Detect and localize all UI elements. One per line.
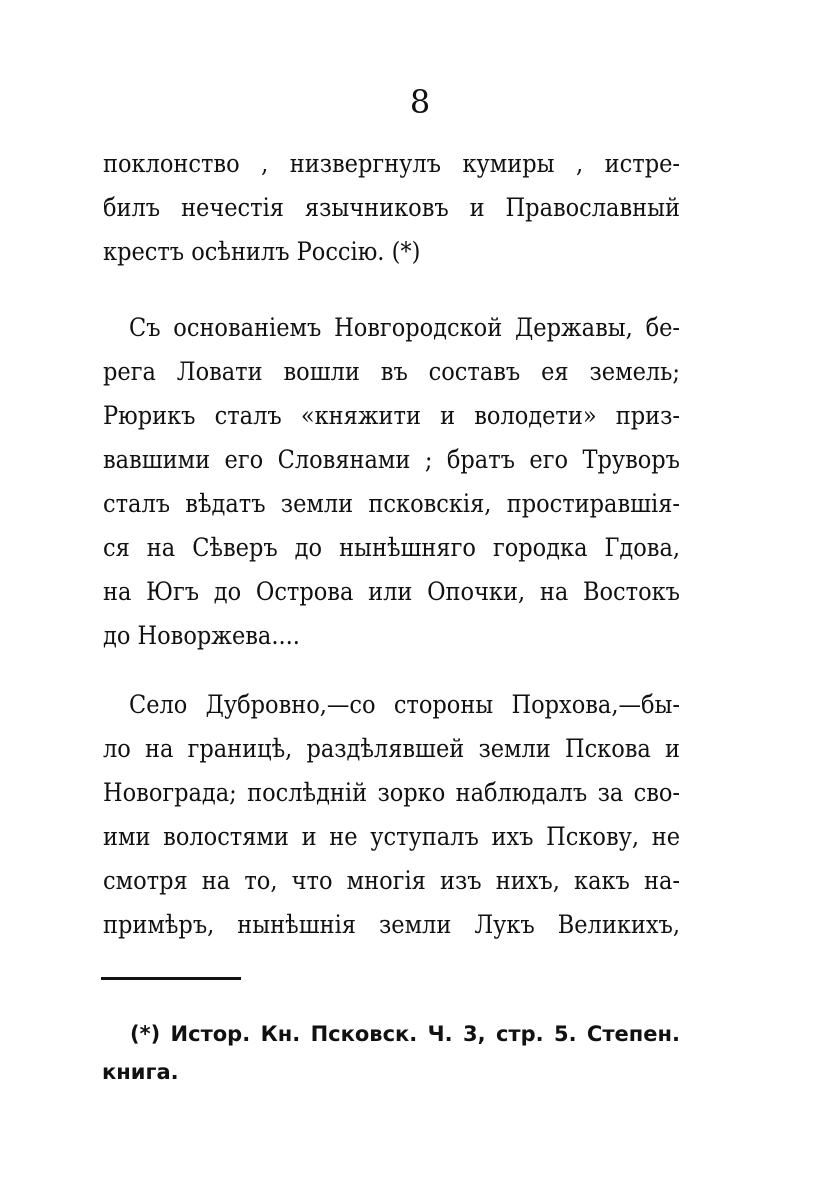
text-line: билъ нечестія язычниковъ и Православный — [103, 193, 680, 222]
footnote-line: (*) Истор. Кн. Псковск. Ч. 3, стр. 5. Степен. — [130, 1022, 680, 1046]
text-line: до Новоржева.... — [103, 621, 300, 650]
text-line: ло на границѣ, раздѣлявшей земли Пскова и — [103, 734, 680, 763]
text-line: смотря на то, что многія изъ нихъ, какъ на- — [103, 866, 680, 895]
text-line: ся на Сѣверъ до нынѣшняго городка Гдова, — [103, 533, 680, 562]
text-line: крестъ осѣнилъ Россію. (*) — [103, 237, 421, 266]
footnote-divider — [101, 977, 241, 980]
text-line: Новограда; послѣдній зорко наблюдалъ за сво- — [103, 778, 680, 807]
text-line: Съ основаніемъ Новгородской Державы, бе- — [129, 313, 680, 342]
text-line: поклонство , низвергнулъ кумиры , истре- — [103, 149, 680, 178]
footnote-line: книга. — [102, 1060, 179, 1084]
paragraph-2 — [103, 306, 680, 658]
text-line: рега Ловати вошли въ составъ ея земель; — [103, 357, 680, 386]
footnote — [102, 1015, 680, 1091]
text-line: вавшими его Словянами ; братъ его Труворъ — [103, 445, 680, 474]
text-line: на Югъ до Острова или Опочки, на Востокъ — [103, 577, 680, 606]
text-line: Рюрикъ сталъ «княжити и володети» приз- — [103, 401, 680, 430]
text-line: ими волостями и не уступалъ ихъ Пскову, не — [103, 822, 680, 851]
text-line: примѣръ, нынѣшнія земли Лукъ Великихъ, — [103, 910, 680, 939]
page-number: 8 — [409, 83, 431, 121]
paragraph-1 — [103, 142, 680, 274]
text-line: сталъ вѣдатъ земли псковскія, простиравшія- — [103, 489, 680, 518]
text-line: Село Дубровно,—со стороны Порхова,—бы- — [129, 690, 680, 719]
paragraph-3 — [103, 683, 680, 947]
